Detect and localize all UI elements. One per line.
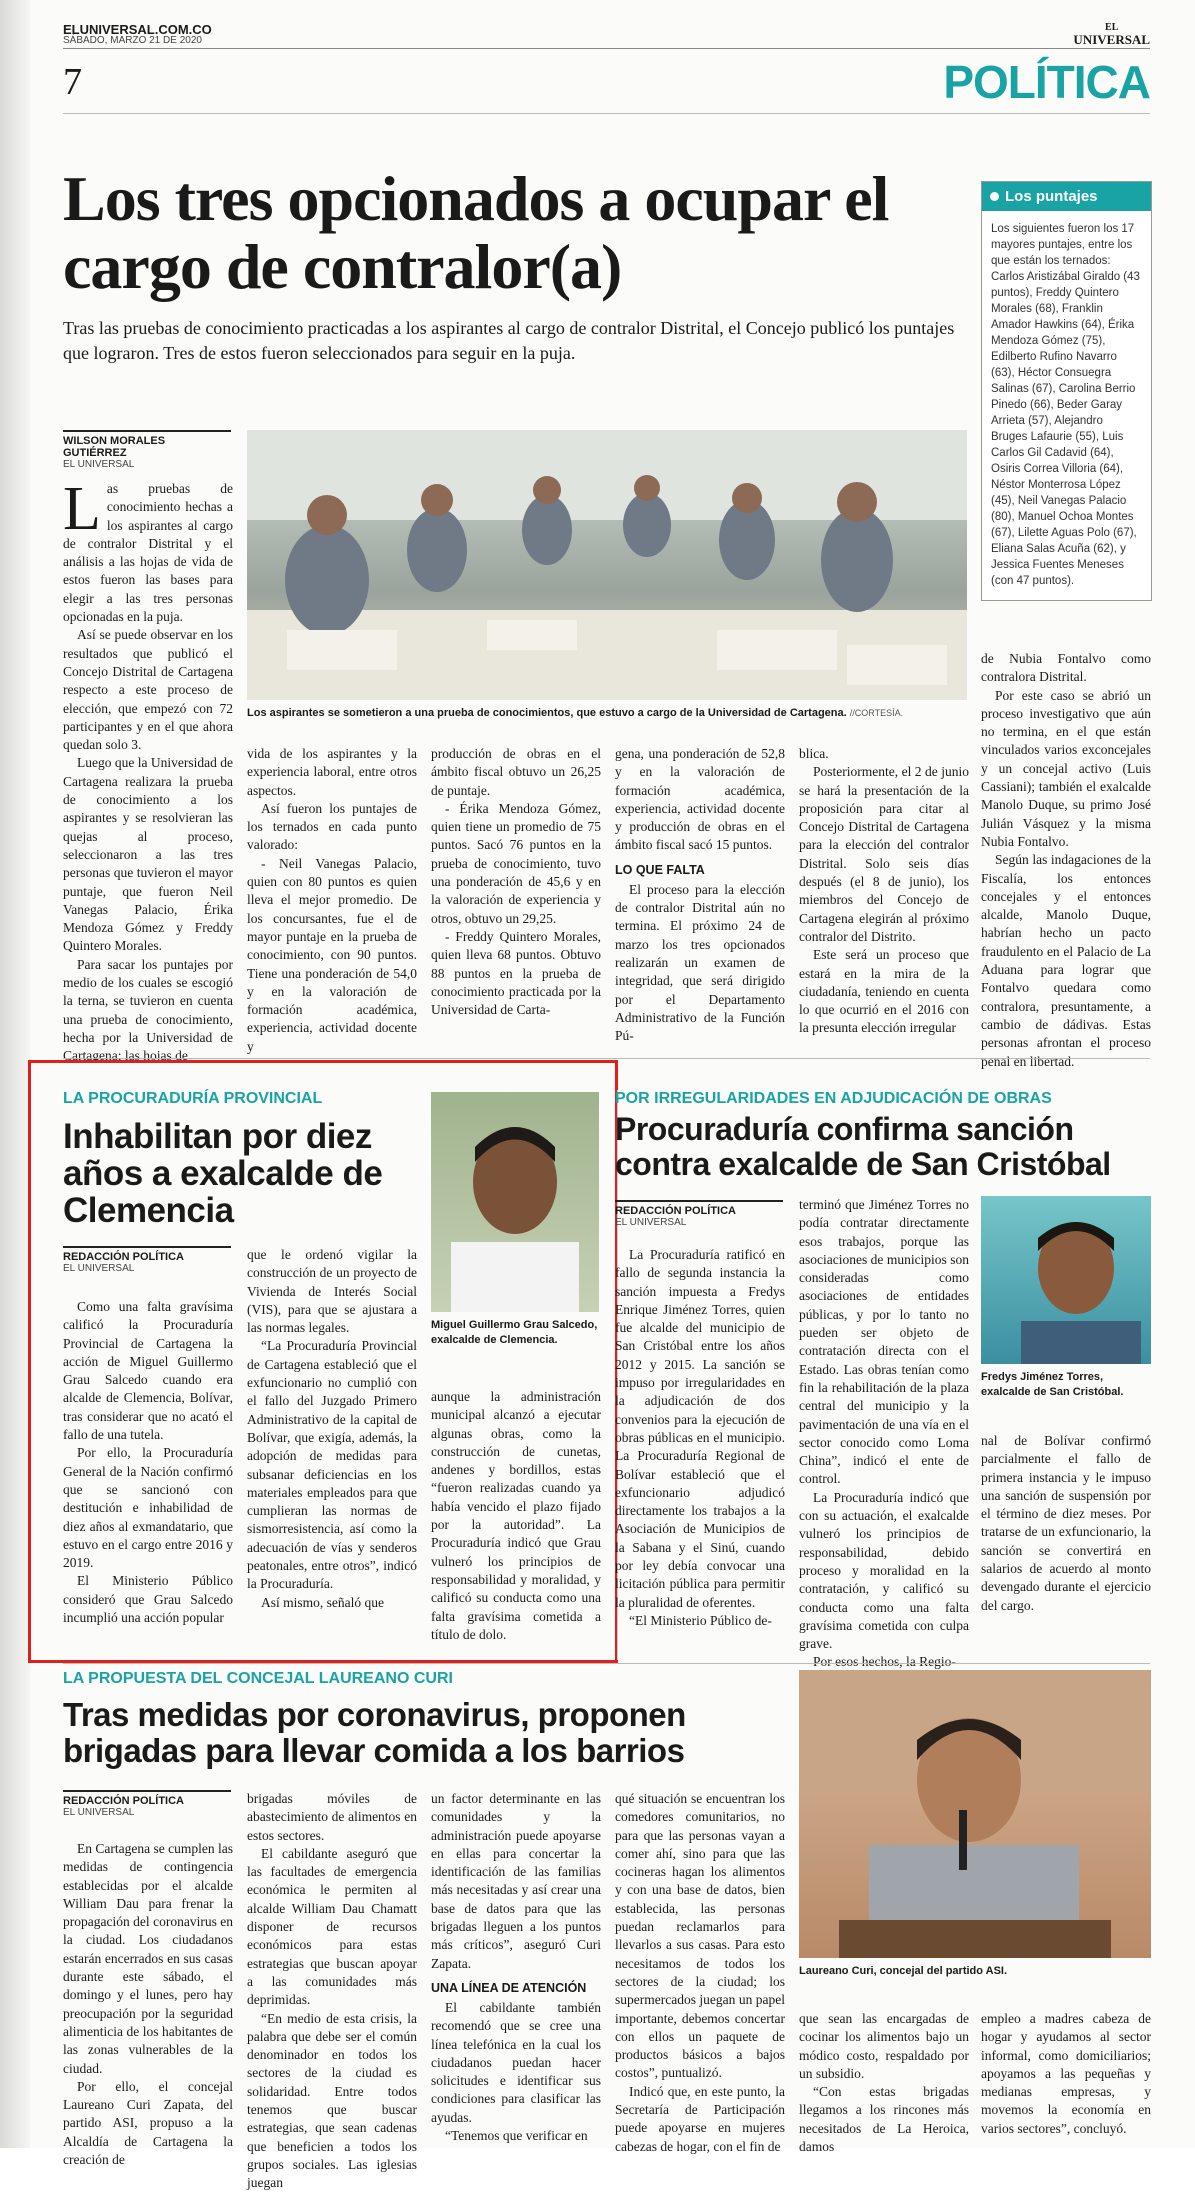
author: WILSON MORALES GUTIÉRREZ	[63, 435, 166, 459]
main-col-4	[615, 745, 785, 1045]
paragraph: “Tenemos que verificar en	[445, 2128, 588, 2144]
article3-headline: Procuraduría confirma sanción contra exalcalde de San Cristóbal	[615, 1111, 1111, 1182]
article4-headline: Tras medidas por coronavirus, proponen brigadas para llevar comida a los barrios	[63, 1696, 686, 1769]
sidebox-title: Los puntajes	[1005, 188, 1098, 205]
logo-top: EL	[1105, 22, 1119, 33]
article4-col-1	[63, 1840, 233, 2169]
author: REDACCIÓN POLÍTICA	[63, 1795, 184, 1807]
article2-byline	[63, 1246, 231, 1274]
article2-col-1	[63, 1298, 233, 1627]
article3-col-1	[615, 1246, 785, 1630]
article4-col-3	[431, 1790, 601, 2145]
site-name: ELUNIVERSAL.COM.CO	[63, 22, 212, 37]
article4-col-6	[981, 2010, 1151, 2138]
paragraph: gena, una ponderación de 52,8 y en la valoración de formación académica, experiencia, actividad docente y producción de obras en el ámbito fiscal sacó 15 puntos.	[615, 746, 785, 853]
author-org: EL UNIVERSAL	[63, 459, 135, 470]
paragraph: Posteriormente, el 2 de junio se hará la presentación de la proposición para citar al Concejo Distrital de Cartagena para la elección del contralor Distrital. Solo seis días después (el 8 de junio), los miembros del Concejo de Cartagena elegirán al próximo contralor del Distrito.	[799, 764, 969, 944]
photo-credit: //CORTESÍA.	[849, 708, 904, 718]
header-rule-2	[63, 113, 1150, 114]
paragraph: El proceso para la elección de contralor Distrital aún no termina. El próximo 24 de marzo los tres opcionados realizarán un examen de integridad, que será dirigido por el Departamento Administrativo de la Función Pú-	[615, 881, 785, 1044]
paragraph: - Freddy Quintero Morales, quien lleva 68 puntos. Obtuvo 88 puntos en la prueba de conocimiento practicada por la Universidad de Carta-	[431, 928, 601, 1018]
section-title: POLÍTICA	[943, 56, 1150, 108]
jimenez-caption: Fredys Jiménez Torres, exalcalde de San Cristóbal.	[981, 1371, 1124, 1398]
paragraph: Las pruebas de conocimiento hechas a los aspirantes al cargo de contralor Distrital y el análisis a las hojas de vida de estos fueron las bases para elegir a las tres personas opcionadas en la puja.	[63, 475, 233, 625]
main-col-6	[981, 650, 1151, 1071]
article3-kicker: POR IRREGULARIDADES EN ADJUDICACIÓN DE OBRAS	[615, 1090, 1052, 1107]
paragraph: Como una falta gravísima calificó la Procuraduría Provincial de Cartagena la acción de Miguel Guillermo Grau Salcedo cuando era alcalde de Clemencia, Bolívar, tras considerar que no acató el fallo de una tutela.	[63, 1299, 233, 1443]
exam-photo-illustration	[247, 430, 967, 700]
grau-portrait	[431, 1092, 599, 1312]
paragraph: blica.	[799, 746, 829, 761]
caption-text: Los aspirantes se sometieron a una prueba de conocimientos, que estuvo a cargo de la Universidad de Cartagena.	[247, 707, 847, 719]
paragraph: que le ordenó vigilar la construcción de un proyecto de Vivienda de Interés Social (VIS), para que se ajustara a las normas legales.	[247, 1247, 417, 1336]
page-number: 7	[63, 61, 82, 103]
author: REDACCIÓN POLÍTICA	[63, 1251, 184, 1263]
article4-col-4	[615, 1790, 785, 2156]
subhead: UNA LÍNEA DE ATENCIÓN	[431, 1980, 587, 1995]
exam-photo-caption	[247, 706, 967, 721]
paragraph: Por esos hechos, la Regio-	[813, 1654, 956, 1670]
jimenez-portrait	[981, 1196, 1151, 1364]
main-byline	[63, 430, 231, 470]
main-col-2	[247, 745, 417, 1056]
issue-date: SÁBADO, MARZO 21 DE 2020	[63, 35, 202, 46]
section-divider	[63, 1663, 1150, 1664]
paragraph: vida de los aspirantes y la experiencia laboral, entre otros aspectos.	[247, 746, 417, 798]
main-lead: Tras las pruebas de conocimiento practicadas a los aspirantes al cargo de contralor Distrital, el Concejo publicó los puntajes que lograron. Tres de estos fueron seleccionados para seguir en la puja.	[63, 318, 955, 363]
paragraph: qué situación se encuentran los comedores comunitarios, no para que las personas vayan a comer ahí, sino para que las cocineras hagan los alimentos y con una base de datos, bien establecida, las personas puedan reclamarlos para llevarlos a sus casas. Para esto necesitamos de todos los sectores de la ciudad; los supermercados juegan un papel importante, debemos concertar con ellos un paquete de productos básicos a bajos costos”, puntualizó.	[615, 1791, 785, 2081]
paragraph: La Procuraduría indicó que con su actuación, el exalcalde vulneró los principios de responsabilidad, debido proceso y moralidad en la contratación, y calificó su conducta como una falta gravísima cometida con culpa grave.	[799, 1489, 969, 1652]
paragraph: En Cartagena se cumplen las medidas de contingencia establecidas por el alcalde William Dau para frenar la propagación del coronavirus en la ciudad. Los ciudadanos estarán encerrados en sus casas durante este sábado, el domingo y el lunes, pero hay preocupación por la seguridad alimenticia de los habitantes de las zonas vulnerables de la ciudad.	[63, 1841, 233, 2076]
article2-col-3	[431, 1388, 601, 1644]
article4-col-5	[799, 2010, 969, 2156]
paragraph: La Procuraduría ratificó en fallo de segunda instancia la sanción impuesta a Fredys Enrique Jiménez Torres, quien fue alcalde del municipio de San Cristóbal entre los años 2012 y 2015. La sanción se impuso por irregularidades en la adjudicación de dos convenios para la ejecución de obras públicas en el municipio. La Procuraduría Regional de Bolívar estableció que el exfuncionario adjudicó directamente los trabajos a la Asociación de Municipios de la Sabana y el Sinú, cuando por ley debía convocar una licitación pública para permitir la pluralidad de oferentes.	[615, 1247, 785, 1610]
paragraph: - Érika Mendoza Gómez, quien tiene un promedio de 75 puntos. Sacó 76 puntos en la prueba de conocimiento, tuvo una ponderación de 45,6 y en la valoración de experiencia y otros, obtuvo un 29,25.	[431, 800, 601, 926]
header-rule	[63, 48, 1150, 49]
paragraph: Así fueron los puntajes de los ternados en cada punto valorado:	[247, 800, 417, 853]
article2-col-2	[247, 1246, 417, 1612]
paragraph: Por este caso se abrió un proceso investigativo que aún no termina, en el que están vinculados varios exconcejales y un concejal activo (Luis Cassiani); también el exalcalde Manolo Duque, su primo José Julián Vásquez y la misma Nubia Fontalvo.	[981, 687, 1151, 849]
article4-kicker: LA PROPUESTA DEL CONCEJAL LAUREANO CURI	[63, 1670, 453, 1687]
paragraph: terminó que Jiménez Torres no podía contratar directamente esos trabajos, porque las asociaciones de municipios son consideradas como asociaciones de entidades públicas, y por lo tanto no pueden ser objeto de contratación directa con el Estado. Las obras tenían como fin la rehabilitación de la plaza central del municipio y la pavimentación de una vía en el sector conocido como Loma China”, indicó el ente de control.	[799, 1197, 969, 1487]
paragraph: “La Procuraduría Provincial de Cartagena estableció que el exfuncionario no cumplió con el fallo del Juzgado Primero Administrativo de la capital de Bolívar, que exigía, además, la adopción de medidas para subsanar deficiencias en los materiales empleados para que cumplieran las normas de sismorresistencia, así como la adecuación de vías y senderos peatonales, entre otros”, indicó la Procuraduría.	[247, 1338, 417, 1592]
paragraph: El cabildante aseguró que las facultades de emergencia económica le permiten al alcalde William Dau Chamatt disponer de recursos económicos para estas estrategias que buscan apoyar a las comunidades más deprimidas.	[247, 1845, 417, 2008]
article3-col-3	[981, 1432, 1151, 1615]
paragraph: El Ministerio Público consideró que Grau Salcedo incumplió una acción popular	[63, 1573, 233, 1626]
main-headline: Los tres opcionados a ocupar el cargo de contralor(a)	[63, 163, 889, 302]
main-col-1	[63, 475, 233, 1066]
paragraph: “Con estas brigadas llegamos a los rincones más necesitados de La Heroica, damos	[799, 2084, 969, 2155]
paragraph: brigadas móviles de abastecimiento de alimentos en estos sectores.	[247, 1791, 417, 1843]
article4-col-2	[247, 1790, 417, 2193]
sidebox-text: Los siguientes fueron los 17 mayores puntajes, entre los que están los ternados: Carlos Aristizábal Giraldo (43 puntos), Freddy Quintero Morales (68), Franklin Amador Hawkins (64), Érika Mendoza Gómez (75), Edilberto Rufino Navarro (63), Héctor Consuegra Salinas (67), Carolina Berrio Pinedo (66), Beder Garay Arrieta (57), Alejandro Bruges Lafaurie (55), Luis Carlos Gil Cadavid (64), Osiris Correa Villoria (64), Néstor Monterrosa López (45), Neil Vanegas Palacio (80), Manuel Ochoa Montes (67), Lilette Aguas Polo (67), Eliana Salas Acuña (62), y Jessica Fuentes Meneses (con 47 puntos).	[991, 223, 1140, 587]
main-col-5	[799, 745, 969, 1038]
paragraph: “En medio de esta crisis, la palabra que debe ser el común denominador en todos los sectores de la ciudad es solidaridad. Entre todos tenemos que buscar estrategias, que sean cadenas que beneficien a todos los grupos sociales. Las iglesias juegan	[247, 2010, 417, 2191]
paragraph: “El Ministerio Público de-	[629, 1612, 772, 1628]
exam-photo	[247, 430, 967, 700]
paragraph: Por ello, la Procuraduría General de la Nación confirmó que se sancionó con destitución e inhabilidad de diez años al exmandatario, que estuvo en el cargo entre 2016 y 2019.	[63, 1445, 233, 1571]
paragraph: El cabildante también recomendó que se cree una línea telefónica en la cual los ciudadanos puedan hacer solicitudes e identificar sus condiciones para clasificar las ayudas.	[431, 1999, 601, 2125]
paragraph: Así se puede observar en los resultados que publicó el Concejo Distrital de Cartagena respecto a este proceso de elección, que empezó con 72 participantes y en el que ahora quedan solo 3.	[63, 627, 233, 753]
author-org: EL UNIVERSAL	[615, 1217, 687, 1228]
article2-kicker: LA PROCURADURÍA PROVINCIAL	[63, 1090, 323, 1107]
author-org: EL UNIVERSAL	[63, 1263, 135, 1274]
article4-byline	[63, 1790, 231, 1818]
paragraph: nal de Bolívar confirmó parcialmente el fallo de primera instancia y le impuso una sanción de suspensión por el término de diez meses. Por tratarse de un exfuncionario, la sanción se convertirá en salarios de acuerdo al monto devengado durante el ejercicio del cargo.	[981, 1433, 1151, 1613]
paragraph: de Nubia Fontalvo como contralora Distrital.	[981, 651, 1151, 685]
paragraph: Por ello, el concejal Laureano Curi Zapata, del partido ASI, propuso a la Alcaldía de Cartagena la creación de	[63, 2078, 233, 2168]
main-col-3	[431, 745, 601, 1019]
paragraph: producción de obras en el ámbito fiscal obtuvo un 26,25 de puntaje.	[431, 746, 601, 798]
article3-col-2	[799, 1196, 969, 1672]
portrait-illustration	[981, 1196, 1151, 1364]
article2-headline: Inhabilitan por diez años a exalcalde de Clemencia	[63, 1117, 383, 1230]
sidebox-header	[982, 182, 1151, 211]
page-fold-shadow	[0, 0, 30, 2148]
portrait-illustration	[431, 1092, 599, 1312]
paragraph: Indicó que, en este punto, la Secretaría de Participación puede apoyarse en mujeres cabezas de hogar, con el fin de	[615, 2083, 785, 2154]
author-org: EL UNIVERSAL	[63, 1807, 135, 1818]
paragraph: Para sacar los puntajes por medio de los cuales se escogió la terna, se tuvieron en cuenta una prueba de conocimiento, hecha por la Universidad de Cartagena; las hojas de	[63, 956, 233, 1064]
subhead: LO QUE FALTA	[615, 862, 705, 877]
paragraph: que sean las encargadas de cocinar los alimentos bajo un módico costo, respaldado por un subsidio.	[799, 2011, 969, 2081]
curi-photo	[799, 1670, 1151, 1958]
author: REDACCIÓN POLÍTICA	[615, 1205, 736, 1217]
article3-byline	[615, 1200, 783, 1228]
paragraph: - Neil Vanegas Palacio, quien con 80 puntos es quien lleva el mejor promedio. De los concursantes, fue el de mayor puntaje en la prueba de conocimiento, con 90 puntos. Tiene una ponderación de 54,0 y en la valoración de formación académica, experiencia, actividad docente y	[247, 855, 417, 1054]
paragraph: aunque la administración municipal alcanzó a ejecutar algunas obras, como la construcción de cunetas, andenes y bordillos, estas “fueron realizadas cuando ya había vencido el plazo fijado por la autoridad”. La Procuraduría indicó que Grau vulneró los principios de responsabilidad y moralidad, y calificó su conducta como una falta gravísima cometida a título de dolo.	[431, 1389, 601, 1642]
logo-bottom: UNIVERSAL	[1073, 32, 1150, 47]
paragraph: Este será un proceso que estará en la mira de la ciudadanía, teniendo en cuenta lo que ocurrió en el 2016 con la presunta elección irregular	[799, 947, 969, 1036]
portrait-illustration	[799, 1670, 1151, 1958]
paragraph: Así mismo, señaló que	[261, 1594, 384, 1610]
curi-caption: Laureano Curi, concejal del partido ASI.	[799, 1965, 1008, 1977]
scores-sidebox	[981, 181, 1152, 601]
bullet-icon	[990, 192, 999, 201]
paragraph: un factor determinante en las comunidades y la administración puede apoyarse en ellas para concertar la identificación de las familias más necesitadas y así crear una base de datos para que las brigadas lleguen a los puntos más críticos”, aseguró Curi Zapata.	[431, 1791, 601, 1971]
paragraph: Según las indagaciones de la Fiscalía, los entonces concejales y el entonces alcalde, Manolo Duque, habrían hecho un pacto fraudulento en el Palacio de La Aduana para lograr que Fontalvo quedara como contralora, presuntamente, a cambio de dádivas. Estas personas afrontan el proceso penal en libertad.	[981, 852, 1151, 1069]
paragraph: empleo a madres cabeza de hogar y ayudamos al sector informal, como domiciliarios; apoyamos a las pequeñas y medianas empresas, y movemos la economía en varios sectores”, concluyó.	[981, 2011, 1151, 2136]
newspaper-logo	[1073, 22, 1150, 46]
grau-caption: Miguel Guillermo Grau Salcedo, exalcalde de Clemencia.	[431, 1319, 598, 1346]
paragraph: Luego que la Universidad de Cartagena realizara la prueba de conocimiento a los aspirantes y se resolvieran las quejas al proceso, seleccionaron a las tres personas que tuvieron el mayor puntaje, que fueron Neil Vanegas Palacio, Érika Mendoza Gómez y Freddy Quintero Morales.	[63, 755, 233, 954]
section-divider	[63, 1058, 1150, 1059]
